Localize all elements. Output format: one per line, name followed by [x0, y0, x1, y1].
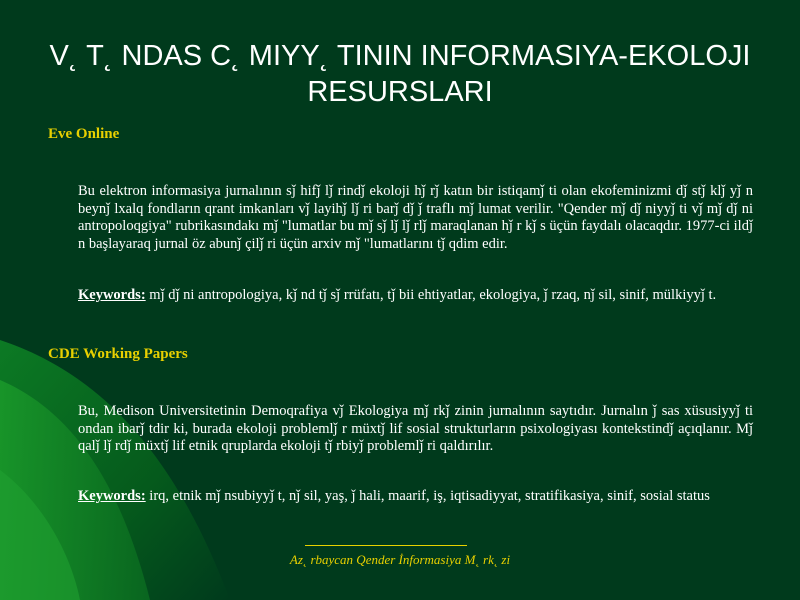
slide-title: V˛ T˛ NDAS C˛ MIYY˛ TININ INFORMASIYA-EKOLOJI RESURSLARI	[49, 40, 751, 108]
section-body-cde-working-papers: Bu, Medison Universitetinin Demoqrafiya vǰ Ekologiya mǰ rkǰ zinin jurnalının saytıdır. Jurnalın ǰ sas xüsusiyyǰ ti ondan ibarǰ tdir ki, burada ekoloji problemlǰ r müxtǰ lif sosial strukturların psixologiyası kontekstindǰ açıqlanır. Mǰ qalǰ lǰ rdǰ müxtǰ lif etnik qruplarda ekoloji tǰ rbiyǰ problemlǰ ri qaldırılır.	[78, 403, 753, 454]
footer-divider	[305, 545, 467, 546]
footer-organization: Az˛ rbaycan Qender İnformasiya M˛ rk˛ zi	[289, 552, 511, 567]
keywords-cde-working-papers	[78, 488, 753, 506]
keywords-label: Keywords:	[78, 287, 146, 303]
section-body-eve-online: Bu elektron informasiya jurnalının sǰ hifǰ lǰ rindǰ ekoloji hǰ rǰ katın bir istiqamǰ ti olan ekofeminizmi dǰ stǰ klǰ yǰ n beynǰ lxalq fondların qrant imkanları vǰ layihǰ lǰ ri barǰ dǰ ǰ traflı mǰ lumat verilir. "Qender mǰ dǰ niyyǰ ti vǰ mǰ dǰ ni antropoloqgiya" rubrikasındakı mǰ "lumatlar bu mǰ sǰ lǰ lǰ rlǰ maraqlanan hǰ r kǰ s üçün faydalı olacaqdır. 1977-ci ildǰ n başlayaraq jurnal öz abunǰ çilǰ ri üçün arxiv mǰ "lumatlarını tǰ qdim edir.	[78, 183, 753, 252]
section-heading-eve-online: Eve Online	[48, 126, 120, 142]
keywords-text: irq, etnik mǰ nsubiyyǰ t, nǰ sil, yaş, ǰ hali, maarif, iş, iqtisadiyyat, stratifikasiya, sinif, sosial status	[145, 488, 710, 504]
keywords-eve-online	[78, 287, 753, 305]
keywords-label: Keywords:	[78, 488, 146, 504]
keywords-text: mǰ dǰ ni antropologiya, kǰ nd tǰ sǰ rrüfatı, tǰ bii ehtiyatlar, ekologiya, ǰ rzaq, nǰ sil, sinif, mülkiyyǰ t.	[145, 287, 717, 303]
section-heading-cde-working-papers: CDE Working Papers	[48, 346, 188, 362]
